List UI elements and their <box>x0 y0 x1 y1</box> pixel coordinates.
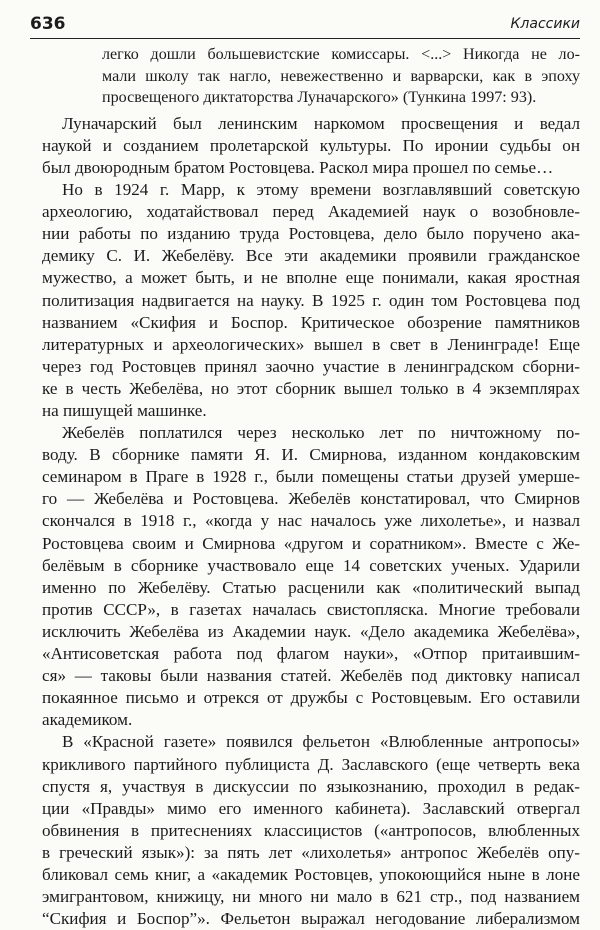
text-line: покаянное письмо и отрекся от дружбы с Ростовцевым. Его оставили <box>42 688 580 708</box>
text-line: ции «Правды» мимо его именного кабинета). Заславский отвергал <box>42 798 580 818</box>
text-line: Ростовцева своим и Смирнова «другом и соратником». Вместе с Же- <box>42 533 580 553</box>
paragraph <box>42 731 580 930</box>
text-line: «Антисоветская работа под флагом науки», «Отпор притаившим- <box>42 644 580 664</box>
text-line: Жебелёв поплатился через несколько лет по ничтожному по- <box>62 423 580 443</box>
text-line: политизация надвигается на науку. В 1925 г. один том Ростовцева под <box>42 290 580 310</box>
quote-line: просвещеного диктаторства Луначарского» (Тункина 1997: 93). <box>102 89 537 107</box>
paragraph <box>42 179 580 422</box>
text-line: Но в 1924 г. Марр, к этому времени возглавлявший советскую <box>62 180 580 200</box>
text-line: академиком. <box>42 710 133 730</box>
text-line: “Скифия и Боспор”». Фельетон выражал негодование либерализмом <box>42 909 580 929</box>
text-line: против СССР», в газетах началась свистопляска. Многие требовали <box>42 599 580 619</box>
text-line: через год Ростовцев принял заочно участие в ленинградском сборни- <box>42 356 580 376</box>
section-title: Классики <box>510 16 580 32</box>
quote-line: легко дошли большевистские комиссары. <...> Никогда не ло- <box>102 46 580 63</box>
text-line: скончался в 1918 г., «когда у нас началось уже лихолетье», и назвал <box>42 511 580 531</box>
text-line: бликовал семь книг, а «академик Ростовцев, упокоющийся ныне в лоне <box>42 864 580 884</box>
text-line: В «Красной газете» появился фельетон «Влюбленные антропосы» <box>62 732 580 752</box>
paragraph <box>42 422 580 731</box>
text-line: белёвым в сборнике участвовало еще 14 советских ученых. Ударили <box>42 555 580 575</box>
text-line: названием «Скифия и Боспор. Критическое обозрение памятников <box>42 312 580 332</box>
text-line: крикливого партийного публициста Д. Заславского (еще четверть века <box>42 754 580 774</box>
text-line: был двоюродным братом Ростовцева. Раскол мира прошел по семье… <box>42 157 554 177</box>
text-line: археологию, ходатайствовал перед Академией наук о возобновле- <box>42 202 580 222</box>
text-line: ке в честь Жебелёва, но этот сборник вышел только в 4 экземплярах <box>42 378 580 398</box>
text-line: исключить Жебелёва из Академии наук. «Дело академика Жебелёва», <box>42 621 580 641</box>
text-line: эмигрантовом, книжицу, ни много ни мало в 621 стр., под названием <box>42 887 580 907</box>
text-line: обвинения в притеснениях классицистов («антропосов, влюбленных <box>42 820 580 840</box>
text-line: спустя я, участвуя в дискуссии по языкознанию, проходил в редак- <box>42 776 580 796</box>
running-header <box>30 10 580 39</box>
text-line: нии работы по изданию труда Ростовцева, дело было поручено ака- <box>42 224 580 244</box>
text-line: Луначарский был ленинским наркомом просвещения и ведал <box>62 113 580 133</box>
text-line: именно по Жебелёву. Статью расценили как «политический выпад <box>42 577 580 597</box>
text-line: демику С. И. Жебелёву. Все эти академики проявили гражданское <box>42 246 580 266</box>
text-line: семинаром в Праге в 1928 г., были помещены статьи друзей умерше- <box>42 467 580 487</box>
page-number: 636 <box>30 14 66 34</box>
text-line: наукой и созданием пролетарской культуры. По иронии судьбы он <box>42 135 580 155</box>
paragraph <box>42 113 580 179</box>
quote-line: мали школу так нагло, невежественно и варварски, как в эпоху <box>102 67 580 85</box>
text-line: литературных и археологических» вышел в свет в Ленинграде! Еще <box>42 334 580 354</box>
text-line: в греческий язык»): за пять лет «лихолетья» антропос Жебелёв опу- <box>42 842 580 862</box>
text-line: ся» — таковы были названия статей. Жебелёв под диктовку написал <box>42 666 580 686</box>
body-text <box>42 44 580 930</box>
text-line: го — Жебелёва и Ростовцева. Жебелёв констатировал, что Смирнов <box>42 489 580 509</box>
text-line: воду. В сборнике памяти Я. И. Смирнова, изданном кондаковским <box>42 445 580 465</box>
block-quote <box>42 44 580 109</box>
text-line: на пишущей машинке. <box>42 401 207 420</box>
text-line: мужество, а может быть, и не вполне еще понимали, какая яростная <box>42 268 580 288</box>
